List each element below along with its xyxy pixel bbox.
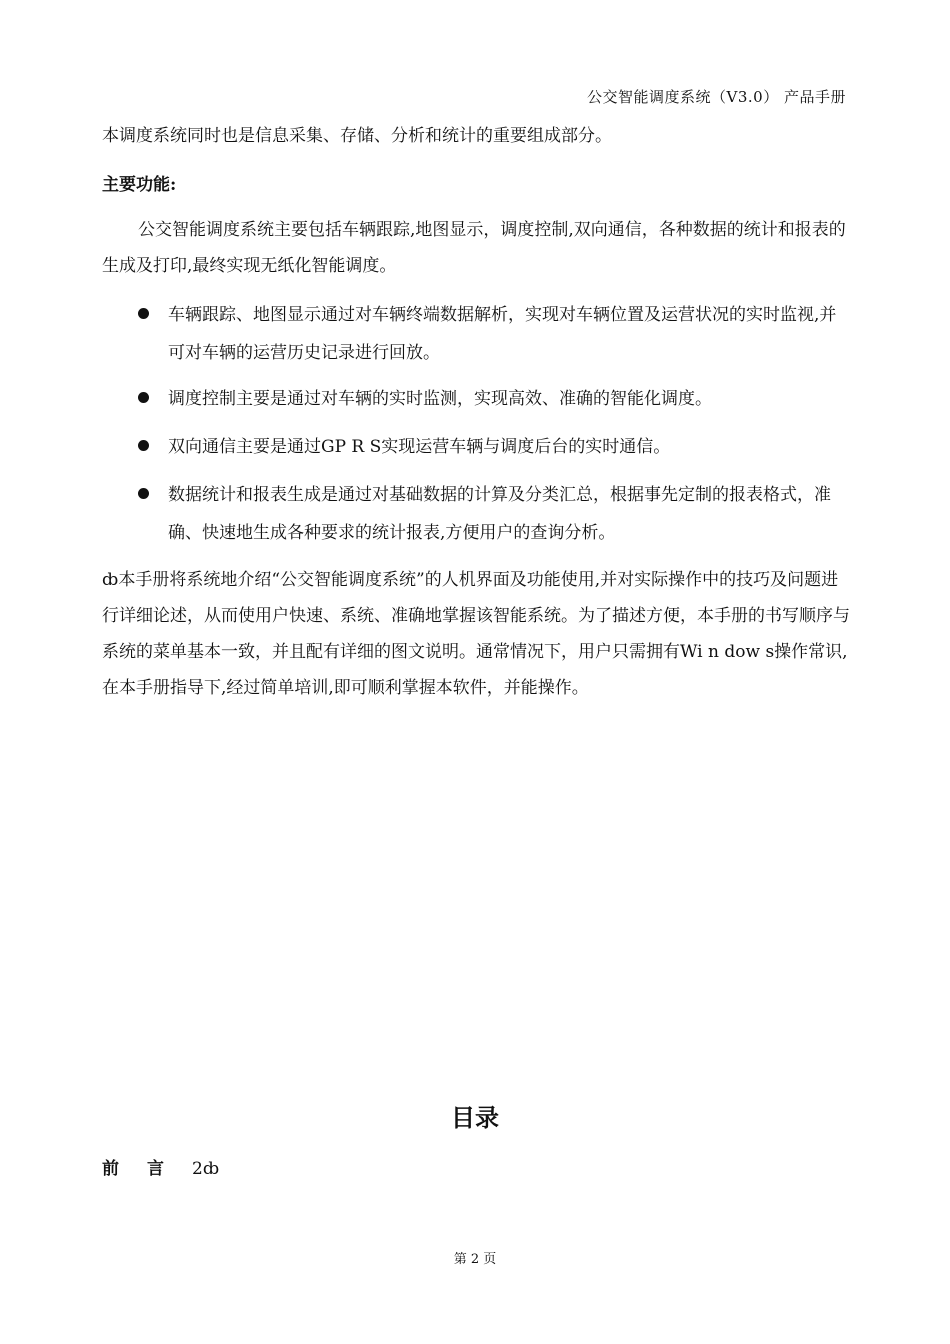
intro-paragraph: 本调度系统同时也是信息采集、存储、分析和统计的重要组成部分。	[102, 126, 612, 146]
list-item-text: 数据统计和报表生成是通过对基础数据的计算及分类汇总，根据事先定制的报表格式，准确、快速地生成各种要求的统计报表,方便用户的查询分析。	[168, 485, 831, 543]
main-functions-summary: 公交智能调度系统主要包括车辆跟踪,地图显示，调度控制,双向通信，各种数据的统计和报表的生成及打印,最终实现无纸化智能调度。	[102, 220, 846, 276]
toc-entry[interactable]	[102, 1154, 219, 1179]
bullet-icon	[138, 488, 149, 499]
list-item-text: 车辆跟踪、地图显示通过对车辆终端数据解析，实现对车辆位置及运营状况的实时监视,并可对车辆的运营历史记录进行回放。	[168, 305, 837, 363]
bullet-icon	[138, 308, 149, 319]
main-functions-heading: 主要功能:	[102, 175, 177, 195]
running-header: 公交智能调度系统（V3.0） 产品手册	[587, 88, 846, 106]
manual-note-paragraph: ȸ本手册将系统地介绍“公交智能调度系统”的人机界面及功能使用,并对实际操作中的技巧及问题进行详细论述，从而使用户快速、系统、准确地掌握该智能系统。为了描述方便，本手册的书写顺序与系统的菜单基本一致，并且配有详细的图文说明。通常情况下，用户只需拥有Wi n dow s操作常识,在本手册指导下,经过简单培训,即可顺利掌握本软件，并能操作。	[102, 570, 850, 698]
bullet-icon	[138, 392, 149, 403]
toc-entry-label: 前言	[102, 1159, 192, 1179]
toc-title: 目录	[451, 1104, 499, 1132]
bullet-icon	[138, 440, 149, 451]
list-item-text: 双向通信主要是通过GP R S实现运营车辆与调度后台的实时通信。	[168, 437, 671, 457]
list-item-text: 调度控制主要是通过对车辆的实时监测，实现高效、准确的智能化调度。	[168, 389, 712, 409]
page-number: 第 2 页	[453, 1252, 497, 1267]
toc-entry-page: 2ȸ	[192, 1159, 220, 1179]
